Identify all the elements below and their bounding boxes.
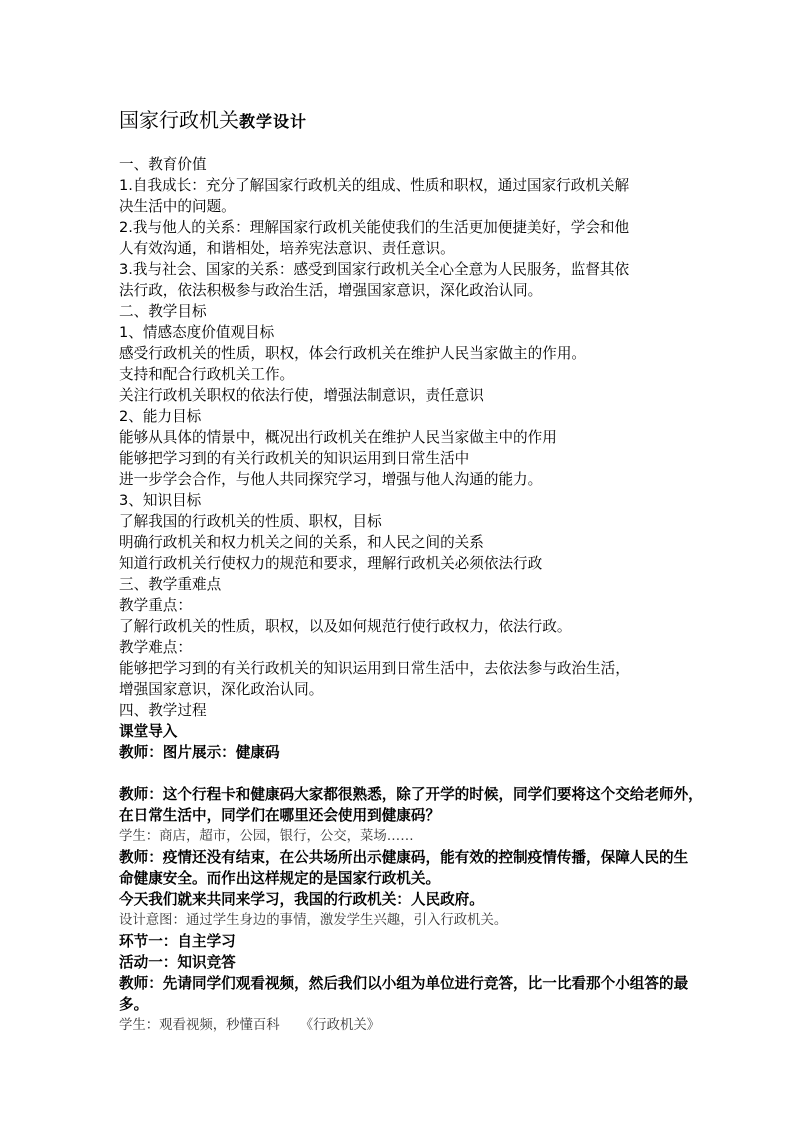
text-line: 能够从具体的情景中，概况出行政机关在维护人民当家做主中的作用 bbox=[119, 429, 557, 446]
title-main: 国家行政机关 bbox=[119, 108, 239, 132]
document-title bbox=[119, 104, 679, 136]
text-line: 能够把学习到的有关行政机关的知识运用到日常生活中 bbox=[119, 450, 470, 467]
text-line: 2、能力目标 bbox=[119, 408, 202, 425]
text-line: 课堂导入 bbox=[119, 723, 178, 740]
text-line: 四、教学过程 bbox=[119, 702, 207, 719]
text-line: 决生活中的问题。 bbox=[119, 198, 236, 215]
text-line: 多。 bbox=[119, 996, 149, 1013]
text-line: 活动一：知识竞答 bbox=[119, 954, 236, 971]
text-line: 一、教育价值 bbox=[119, 156, 207, 173]
text-line: 教师：先请同学们观看视频，然后我们以小组为单位进行竞答，比一比看那个小组答的最 bbox=[119, 975, 689, 992]
text-line: 进一步学会合作，与他人共同探究学习，增强与他人沟通的能力。 bbox=[119, 471, 543, 488]
text-line: 知道行政机关行使权力的规范和要求，理解行政机关必须依法行政 bbox=[119, 555, 543, 572]
text-line: 增强国家意识，深化政治认同。 bbox=[119, 681, 324, 698]
text-line: 1、情感态度价值观目标 bbox=[119, 324, 275, 341]
text-line: 关注行政机关职权的依法行使，增强法制意识，责任意识 bbox=[119, 387, 484, 404]
text-line: 教学难点： bbox=[119, 639, 192, 656]
text-line: 教师：这个行程卡和健康码大家都很熟悉，除了开学的时候，同学们要将这个交给老师外， bbox=[119, 786, 703, 803]
text-line: 二、教学目标 bbox=[119, 303, 207, 320]
text-line: 3、知识目标 bbox=[119, 492, 202, 509]
text-line: 教学重点： bbox=[119, 597, 192, 614]
text-line: 三、教学重难点 bbox=[119, 576, 222, 593]
blank-line bbox=[119, 763, 679, 784]
text-line: 学生：商店，超市，公园，银行，公交，菜场…… bbox=[119, 829, 414, 844]
text-line: 1.自我成长：充分了解国家行政机关的组成、性质和职权，通过国家行政机关解 bbox=[119, 177, 630, 194]
text-line: 了解我国的行政机关的性质、职权，目标 bbox=[119, 513, 382, 530]
text-line: 了解行政机关的性质，职权，以及如何规范行使行政权力，依法行政。 bbox=[119, 618, 572, 635]
text-line: 法行政，依法积极参与政治生活，增强国家意识，深化政治认同。 bbox=[119, 282, 543, 299]
title-sub: 教学设计 bbox=[239, 112, 308, 131]
text-line: 明确行政机关和权力机关之间的关系，和人民之间的关系 bbox=[119, 534, 484, 551]
document-page bbox=[119, 104, 703, 1036]
text-line: 2.我与他人的关系：理解国家行政机关能使我们的生活更加便捷美好，学会和他 bbox=[119, 219, 630, 236]
text-line: 命健康安全。而作出这样规定的是国家行政机关。 bbox=[119, 870, 441, 887]
text-line: 教师：图片展示：健康码 bbox=[119, 744, 280, 761]
text-line: 能够把学习到的有关行政机关的知识运用到日常生活中，去依法参与政治生活， bbox=[119, 660, 630, 677]
text-line: 设计意图：通过学生身边的事情，激发学生兴趣，引入行政机关。 bbox=[119, 913, 508, 928]
document-body bbox=[119, 154, 703, 1036]
text-line: 学生：观看视频，秒懂百科 《行政机关》 bbox=[119, 1018, 381, 1033]
text-line: 人有效沟通，和谐相处，培养宪法意识、责任意识。 bbox=[119, 240, 455, 257]
text-line: 支持和配合行政机关工作。 bbox=[119, 366, 295, 383]
text-line: 教师：疫情还没有结束，在公共场所出示健康码，能有效的控制疫情传播，保障人民的生 bbox=[119, 849, 689, 866]
text-line: 感受行政机关的性质，职权，体会行政机关在维护人民当家做主的作用。 bbox=[119, 345, 587, 362]
text-line: 在日常生活中，同学们在哪里还会使用到健康码？ bbox=[119, 807, 441, 824]
text-line: 今天我们就来共同来学习，我国的行政机关：人民政府。 bbox=[119, 891, 484, 908]
text-line: 环节一：自主学习 bbox=[119, 933, 236, 950]
text-line: 3.我与社会、国家的关系：感受到国家行政机关全心全意为人民服务，监督其依 bbox=[119, 261, 630, 278]
